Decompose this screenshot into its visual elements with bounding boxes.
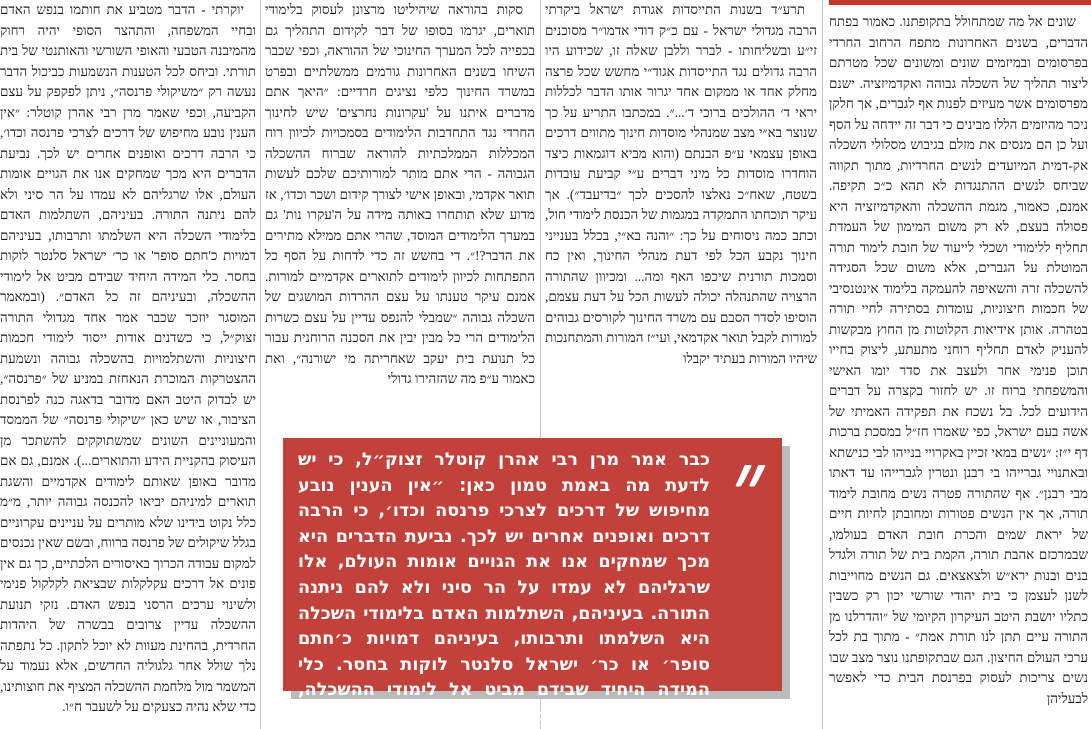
pull-quote-text: כבר אמר מרן רבי אהרן קוטלר זצוק״ל, כי יש לדעת מה באמת טמון כאן: ״אין הענין נובע מחיפוש של דרכים לצרכי פרנסה וכדו׳, כי הרבה דרכים ואופנים אחרים יש לכך. נביעת הדברים היא מכך שמחקים אנו את הגויים אומות העולם, אלו שרגליהם לא עמדו על הר סיני ולא להם ניתנה התורה. בעיניהם, השתלמות האדם בלימודי השכלה היא השלמתו ותרבותו, בעיניהם דמויות כ׳חתם סופר׳ או כר׳ ישראל סלנטר לוקות בחסר. כלי המידה היחיד שבידם מביט אל לימודי ההשכלה, ובעיניהם זה כל האדם״: [298, 450, 710, 726]
column-1-text: שונים אל מה שמתחולל בתקופתנו. כאמור בפתח הדברים, בשנים האחרונות מתפח הרחוב החרדי בפרסומים ובמיזמים שונים ומשונים שכל מטרתם ליצור תהליך של השכלה גבוהה ואקדמיזציה. ישנם מפרסומים אשר מעיזים לפנות אף לגברים, אך חלקן ניכר מהיזמים הללו מבינים כי דבר זה יידחה על הסף ועל כן הם מנסים את מזלם בגיבוש מסלולי השכלה אק-דמית המיועדים לנשים החרדיות, מתוך תקווה שביחס לנשים ההתנגדות לא תהא כ״כ תקיפה. אמנם, כאמור, מגמת ההשכלה והאקדמיזציה היא פסולה בעצם, לא רק משום המימון של העמדת תחליף ללימודי ושכלי לייעוד של חובת לימוד תורה המוטלת על הגברים, אלא משום שכל הסגידה להשכלה זרה והשאיפה להעמקה בלימוד אינטנסיבי של חכמות חיצוניות, עומדות בסתירה לחיי תורה בטהרה. אותן אידיאות הקלוטות מן החוץ מבקשות להעניק לאדם תחליף רוחני מתעתע, ליצוק בחייו תוכן פנימי אחר ולעצב את סדר יומו האישי והמשפחתי ברוח זו. יש לחזור בקצרה על דברים הידועים לכל. בל נשכח את תפקידה האמיתי של אשה בעם ישראל, כפי שאמרו חז״ל במסכת ברכות דף י״ז: ״נשים במאי זכיין באקרויי בנייהו לבי כנישתא ובאתנויי גברייהו בי רבנן ונטרין לגברייהו עד דאתו מבי רבנן״. אף שהתורה פטרה נשים מחובת לימוד תורה, אך אין הנשים פטורות ומחובתן לחיות חיים של יראת שמים והכרת חובת האדם בעולמו, שבמרכזם אהבת תורה, הקמת בית של תורה ולגדל בנים ובנות ירא״ש ולצאצאים. גם הנשים מחוייבות לשנן לעצמן כי בית יהודי שורשי יכון רק כשבין כתליו יושבת היטב העיקרון הקיומי של ״והדרלנו מן התורה עיים תתן לנו תורת אמת״ - מתוך בת לכל ערכי העולם החיצון. הגם שבתקופתנו נוצר מצב שבו נשים צריכות לעסוק בפרנסת הבית כדי לאפשר לבעליהן: [829, 14, 1088, 706]
column-divider: [822, 0, 823, 729]
article-column-2: [545, 0, 817, 500]
column-4-text: יוקרתי - הדבר מטביע את חותמו בנפש האדם ובחיי המשפחה, והתהצר הסופי יהיה רחוק מהמיבנה הטבעי והאופי השורשי והאותנטי של בית תורתי. וביחס לכל הטענות הנשמעות כביכול הדבר נעשה רק ״משיקולי פרנסה״, ניתן לפקפק על עצם הקביעה, וכפי שאמר מרן רבי אהרן קוטלר: ״אין הענין נובע מחיפוש של דרכים לצרכי פרנסה וכדו׳, כי הרבה דרכים ואופנים אחרים יש לכך. נביעת הדברים היא מכך שמחקים אנו את הגויים אומות העולם, אלו שרגליהם לא עמדו על הר סיני ולא להם ניתנה התורה. בעיניהם, השתלמות האדם בלימודי השכלה היא השלמתו ותרבותו, בעיניהם דמויות כ'חתם סופר' או כר׳ ישראל סלנטר לוקות בחסר. כלי המידה היחיד שבידם מביט אל לימודי ההשכלה, ובעיניהם זה כל האדם״. (ובמאמר המוסגר יוזכר שכבר אמר אחד מגדולי התורה זצוק״ל, כי כשדנים אודות ייסוד לימודי חכמות חיצוניות והשתלמויות בהשכלה גבוהה ונשמעת ההצטרקות המוכרת הנאחזת במניע של ״פרנסה״, יש לבדוק היטב האם מדובר בדאגה כנה לפרנסת הציבור, או שיש כאן ״שיקולי פרנסה״ של הממסד והמעוניינים השונים שמשתוקקים להשתכר מן העיסוק בהקניית הידע והתוארים...). אמנם, גם אם מדובר באופן שאותם לימודים אקדמיים והשגת תוארים למיניהם יביאו להכנסה גבוהה יותר, מ״מ כלל נקוט בידינו שלא מותרים על עניינים עקרוניים בגלל שיקולים של פרנסה ברווח, ובשם שאין נכנסים למקום עבודה הכרוך באיסורים הלכתיים, כך גם אין פונים אל דרכים עקלקלות שבציאת לקלקול פנימי ולשינוי ערכים הרסני בנפש האדם. נזקי תנועת ההשכלה עדיין צרובים בבשרה של היהדות החרדית, בהחינת מעוות לא יוכל לתקון. כל נתפתה נלך שולל אחר גלגוליה החדשים, אלא נעמוד על המשמר מול מלחמת ההשכלה המציף את חוצותינו, כדי שלא נהיה כצעקים על לשעבר ח״ו.: [0, 2, 256, 714]
quote-mark-icon: ״: [733, 430, 768, 538]
column-2-text: תרע״ד בשנות התייסדות אגודת ישראל ביקרתי הרבה מגדולי ישראל - עם כ״ק דודי אדמו״ר מסוכנים זי״ע ובשליחותו - לברר וללבן שאלה זו, שכידוע היו הרבה גדולים נגד התייסדות אגוד״י מחשש שכל פרצה מחלק אחד או ממקום אחד יגרור אותו הדבר לכללות יראי ד׳ ההולכים ברוכי ד׳...״. במכתבו התריע על כך שנוצר בא״י מצב שמנהלי מוסדות חינוך מתווים דרכים באופן עצמאי ע״פ הבנתם (והוא מביא דוגמאות כיצד הוחדרו מוסדות כל מיני דברים ע״י קביעת עובדות בשטח, שאח״כ נאלצו להסכים לכך ״בדיעבד״). אך עיקר תוכחתו התמקדה במגמות של הכנסת לימודי חול, וכתב כמה ניסוחים על כך: ״והנה בא״י, בכלל בענייני חינוך נקבע הכל לפי דעת מנהלי החינוך, ואין כח וסמכות תורנית שיכפו האף ומה... ומכיוון שהתורה הרצויה שהתנהלה יכולה לעשות הכל על דעת עצמם, הוסיפו לסדר הסבם עם משרד החינוך לקורסים גבוהים למורות לקבל תואר אקדמאי, ועי״ז המורות והמתחנכות שיהיו המורות בעתיד יקבלו: [545, 2, 817, 366]
article-column-4: [0, 0, 256, 729]
column-3-text: סקות בהוראה שיהיליטו מרצונן לעסוק בלימודי תוארים, יגרמו בסופו של דבר לקידום התהליך גם בכפייה לכל המערך החינוכי של ההוראה, וכפי שכבר השיחו בשנים האחרונות גורמים ממשלתיים ובפרט במשרד החינוך כלפי נציגים חרדיים: ״היאך אתם מדברים איתנו על 'עקרונות נחרצים' שיש לחינוך החרדי נגד התחדבות הלימודים בסמכויות לכיוון רוח המכללות הממלכתיות להוראה שברוח ההשכלה הגבוהה - הרי אתם מותר למורותיכם שלכם לעשות תואר אקדמי, ובאופן אישי לצורך קידום ושכר וכדו׳, אז מדוע שלא תותחרו באותה מידה על ה'עקרו נות' גם במערך הלימודים המוסד, שהרי אתם ממילא מתירים את הדבר?!״. די בחשש זה כדי לדחות על הסף כל התפתחות לכיוון לימודים לתוארים אקדמיים למורות. אמנם עיקר טענתו על עצם ההרדות המושגים של השכלה גבוהה ״שמבלי להנפס עדיין על עצם כשרות הלימודים הרי כל מבין יבין את הסכנה הרוחנית עבור כל תנועת בית יעקב שאחריתה מי ישורנה״, ואת כאמור ע״פ מה שהזהירו גדולי: [265, 2, 535, 386]
column-divider: [260, 0, 261, 729]
article-column-1: [829, 12, 1088, 729]
article-column-3: [265, 0, 535, 434]
pull-quote-box: [283, 430, 782, 726]
section-accent-line: [829, 0, 1091, 5]
